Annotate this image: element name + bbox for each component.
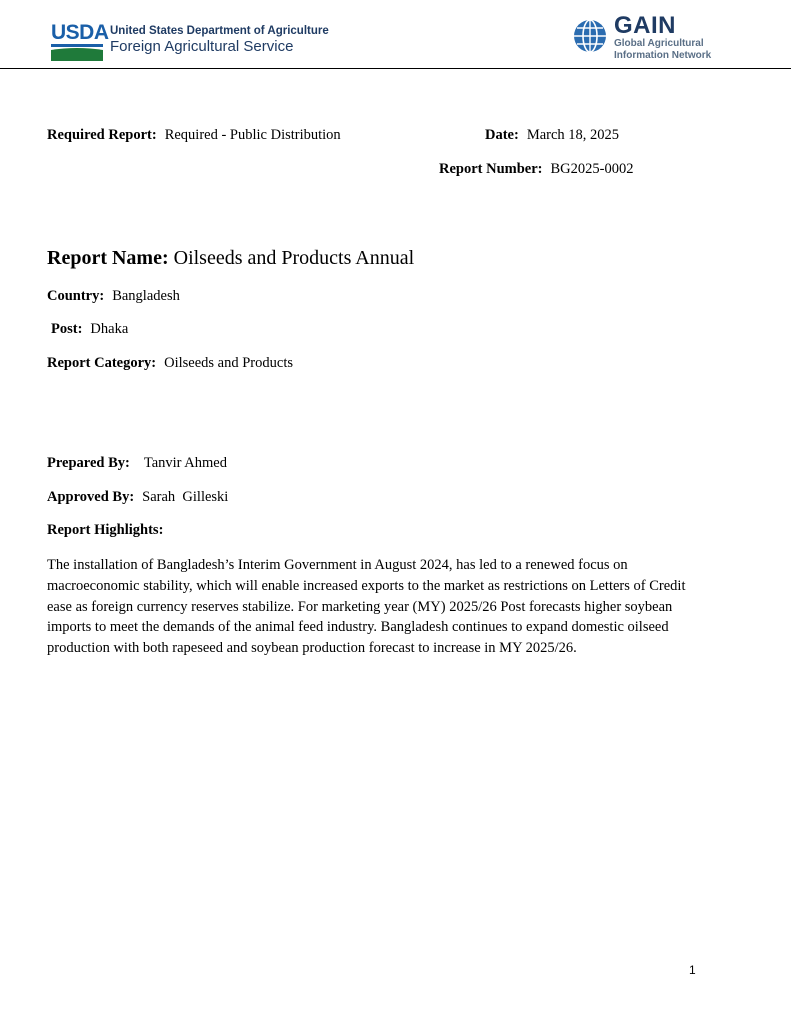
gain-logo xyxy=(614,14,711,62)
country-value: Bangladesh xyxy=(112,288,180,304)
report-name-value: Oilseeds and Products Annual xyxy=(173,247,415,269)
prepared-by-label: Prepared By: xyxy=(47,455,130,471)
report-category-label: Report Category: xyxy=(47,355,157,371)
required-report-field xyxy=(47,127,341,144)
post-value: Dhaka xyxy=(90,321,129,337)
usda-logo-text: USDA xyxy=(51,21,109,44)
prepared-by-field xyxy=(47,455,227,472)
gain-subtitle-line2: Information Network xyxy=(614,50,712,61)
service-name: Foreign Agricultural Service xyxy=(110,38,294,56)
country-label: Country: xyxy=(47,288,105,304)
usda-logo-icon xyxy=(51,44,103,61)
report-category-value: Oilseeds and Products xyxy=(164,355,293,371)
report-number-value: BG2025-0002 xyxy=(550,161,634,177)
page-number: 1 xyxy=(689,963,696,977)
page-header xyxy=(0,0,791,70)
approved-by-label: Approved By: xyxy=(47,489,135,505)
date-value: March 18, 2025 xyxy=(526,127,620,143)
report-number-label: Report Number: xyxy=(439,161,543,177)
date-field xyxy=(485,127,619,144)
date-label: Date: xyxy=(485,127,519,143)
report-highlights-heading: Report Highlights: xyxy=(47,522,164,538)
header-divider xyxy=(0,68,791,69)
report-number-field xyxy=(439,161,633,178)
report-name xyxy=(47,247,414,270)
globe-icon xyxy=(572,18,608,54)
prepared-by-value: Tanvir Ahmed xyxy=(143,455,227,471)
approved-by-value: Sarah Gilleski xyxy=(142,489,229,505)
department-name: United States Department of Agriculture xyxy=(110,25,329,37)
gain-title: GAIN xyxy=(614,12,676,39)
report-highlights-body: The installation of Bangladesh’s Interim Government in August 2024, has led to a renewed focus on macroeconomic stability, which will enable increased exports to the market as restrictions on Letters of Credit ease as foreign currency reserves stabilize. For marketing year (MY) 2025/26 Post forecasts higher soybean imports to meet the demands of the animal feed industry. Bangladesh continues to expand domestic oilseed production with both rapeseed and soybean production forecast to increase in MY 2025/26. xyxy=(47,557,686,657)
post-label: Post: xyxy=(51,321,83,337)
report-name-label: Report Name: xyxy=(47,247,169,269)
approved-by-field xyxy=(47,489,228,506)
post-field xyxy=(51,321,128,338)
report-category-field xyxy=(47,355,293,372)
required-report-value: Required - Public Distribution xyxy=(164,127,341,143)
agency-name xyxy=(110,25,329,55)
country-field xyxy=(47,288,180,305)
gain-subtitle-line1: Global Agricultural xyxy=(614,38,704,49)
required-report-label: Required Report: xyxy=(47,127,157,143)
